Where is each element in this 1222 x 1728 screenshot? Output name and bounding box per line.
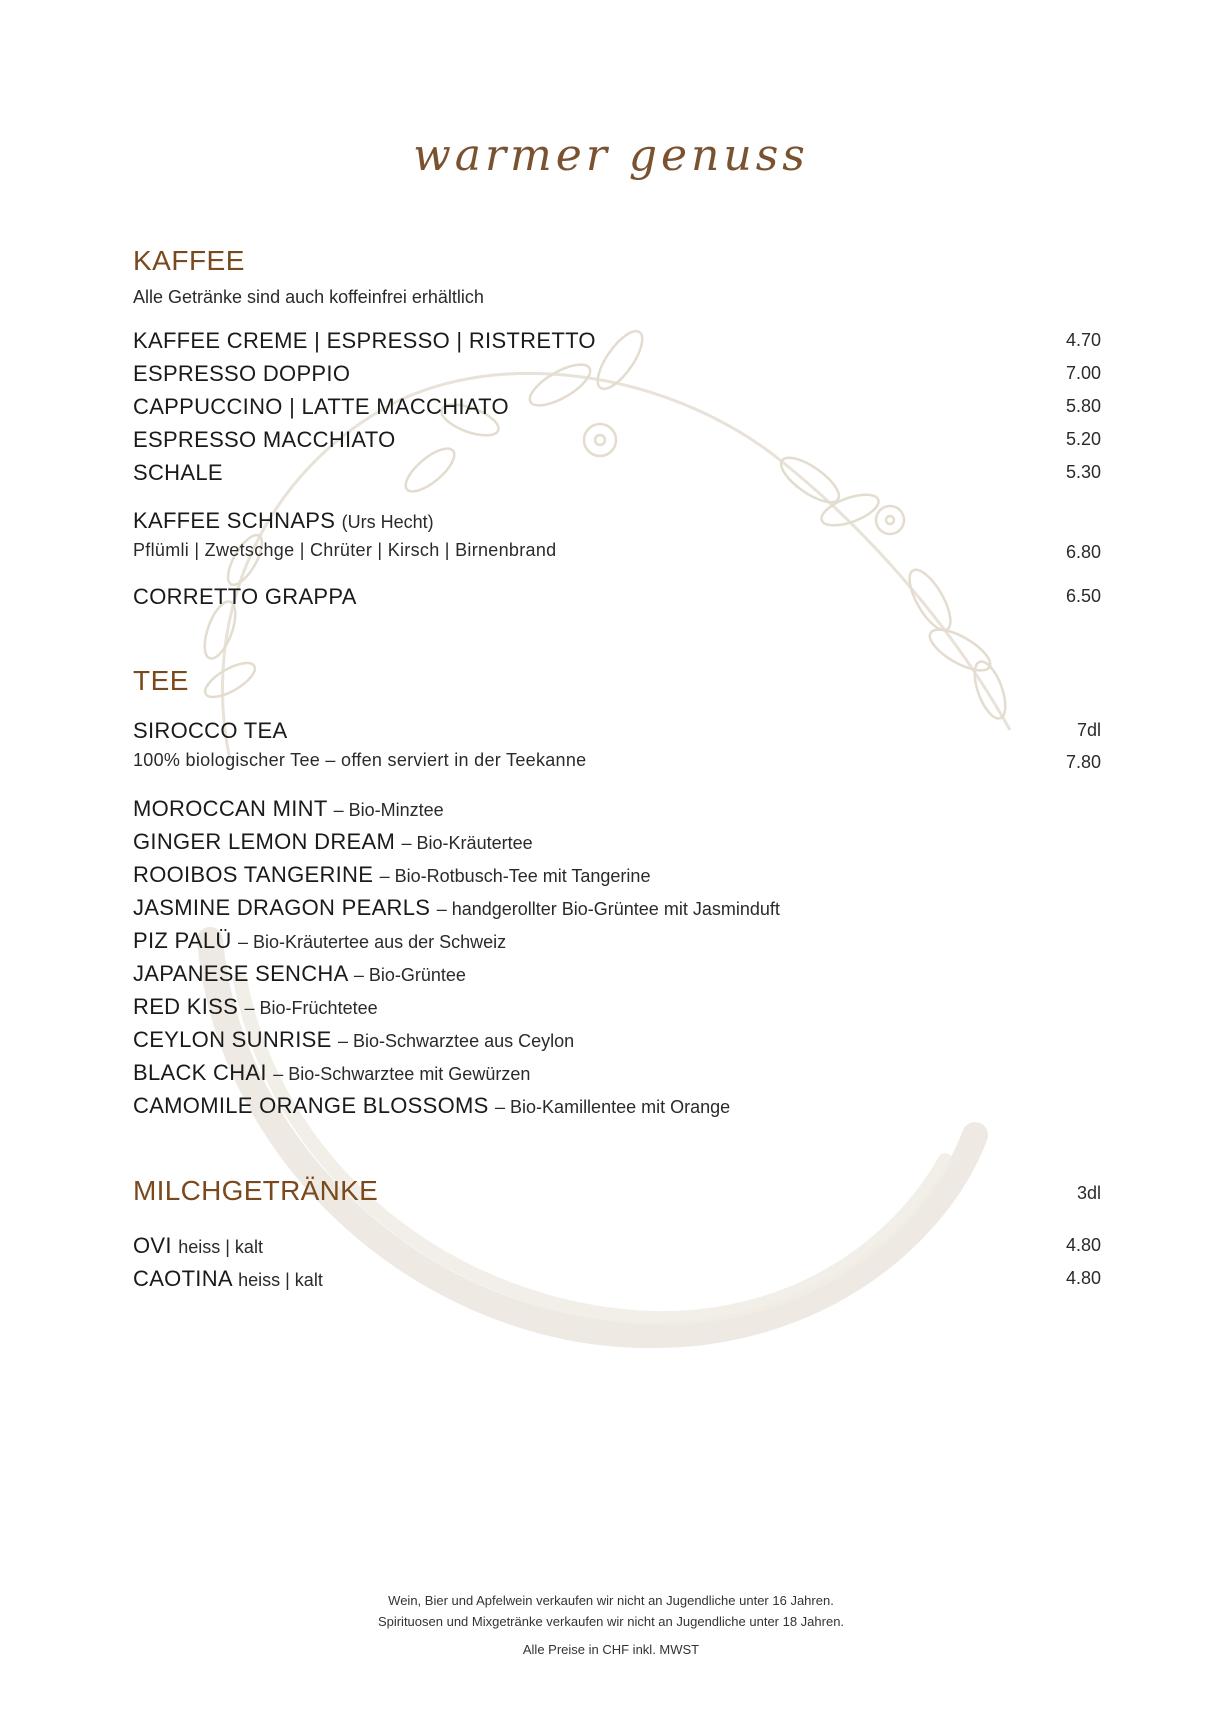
decaf-note: Alle Getränke sind auch koffeinfrei erhältlich	[133, 287, 484, 307]
tea-line	[133, 994, 378, 1020]
footer-age-note-18: Spirituosen und Mixgetränke verkaufen wir nicht an Jugendliche unter 18 Jahren.	[377, 1614, 845, 1629]
tea-name: MOROCCAN MINT	[133, 796, 328, 821]
item-price: 6.50	[1065, 586, 1101, 606]
menu-item-schnaps-varieties	[133, 540, 1101, 570]
tea-item	[133, 796, 1101, 826]
milch-size: 3dl	[1076, 1183, 1101, 1203]
menu-item-schnaps	[133, 508, 1101, 538]
milk-item	[133, 1233, 1101, 1263]
menu-item-grappa	[133, 584, 1101, 614]
tea-item	[133, 1027, 1101, 1057]
tea-desc: – Bio-Kräutertee aus der Schweiz	[238, 932, 507, 952]
tea-name: JAPANESE SENCHA	[133, 961, 348, 986]
tea-item	[133, 895, 1101, 925]
milk-item	[133, 1266, 1101, 1296]
tea-item	[133, 829, 1101, 859]
tea-name: RED KISS	[133, 994, 239, 1019]
tea-name: JASMINE DRAGON PEARLS	[133, 895, 431, 920]
page-title: warmer genuss	[413, 130, 809, 181]
milk-desc: heiss | kalt	[238, 1270, 323, 1290]
tea-line	[133, 895, 780, 921]
item-name: SCHALE	[133, 460, 223, 485]
item-price: 4.80	[1065, 1268, 1101, 1288]
item-description: 100% biologischer Tee – offen serviert in der Teekanne	[133, 750, 587, 770]
item-price: 4.80	[1065, 1235, 1101, 1255]
schnaps-name: KAFFEE SCHNAPS	[133, 508, 336, 533]
tea-item	[133, 994, 1101, 1024]
item-price: 5.20	[1065, 429, 1101, 449]
tea-name: CAMOMILE ORANGE BLOSSOMS	[133, 1093, 489, 1118]
menu-item	[133, 460, 1101, 490]
section-heading-row-milch	[133, 1177, 1101, 1213]
tea-line	[133, 961, 466, 987]
item-price: 6.80	[1065, 542, 1101, 562]
tea-line	[133, 1027, 574, 1053]
item-price: 5.80	[1065, 396, 1101, 416]
milk-line	[133, 1266, 323, 1292]
tea-name: BLACK CHAI	[133, 1060, 267, 1085]
item-price: 7.00	[1065, 363, 1101, 383]
tea-name: CEYLON SUNRISE	[133, 1027, 332, 1052]
item-name: KAFFEE CREME | ESPRESSO | RISTRETTO	[133, 328, 596, 353]
milk-line	[133, 1233, 263, 1259]
tea-desc: – handgerollter Bio-Grüntee mit Jasminduft	[436, 899, 780, 919]
item-name: CAPPUCCINO | LATTE MACCHIATO	[133, 394, 509, 419]
item-name: SIROCCO TEA	[133, 718, 288, 743]
tea-line	[133, 1093, 730, 1119]
menu-item-sirocco-desc	[133, 750, 1101, 780]
tea-item	[133, 928, 1101, 958]
tea-line	[133, 1060, 530, 1086]
schnaps-varieties: Pflümli | Zwetschge | Chrüter | Kirsch | Birnenbrand	[133, 540, 557, 560]
tea-name: PIZ PALÜ	[133, 928, 232, 953]
tea-desc: – Bio-Minztee	[333, 800, 444, 820]
item-size: 7dl	[1076, 720, 1101, 740]
menu-item-sirocco	[133, 718, 1101, 748]
tea-item	[133, 1093, 1101, 1123]
section-heading-kaffee: KAFFEE	[133, 245, 245, 276]
item-price: 4.70	[1065, 330, 1101, 350]
item-name: ESPRESSO DOPPIO	[133, 361, 351, 386]
tea-desc: – Bio-Schwarztee mit Gewürzen	[273, 1064, 531, 1084]
tea-desc: – Bio-Kamillentee mit Orange	[495, 1097, 731, 1117]
milk-desc: heiss | kalt	[178, 1237, 263, 1257]
item-name: CORRETTO GRAPPA	[133, 584, 357, 609]
tea-line	[133, 796, 444, 822]
tea-desc: – Bio-Schwarztee aus Ceylon	[338, 1031, 575, 1051]
tea-name: ROOIBOS TANGERINE	[133, 862, 374, 887]
tea-line	[133, 928, 506, 954]
tea-desc: – Bio-Früchtetee	[244, 998, 378, 1018]
menu-item	[133, 328, 1101, 358]
tea-line	[133, 829, 533, 855]
menu-item	[133, 394, 1101, 424]
tea-item	[133, 862, 1101, 892]
footer-price-note: Alle Preise in CHF inkl. MWST	[522, 1642, 700, 1657]
schnaps-producer: (Urs Hecht)	[341, 512, 434, 532]
section-heading-milch: MILCHGETRÄNKE	[133, 1175, 379, 1206]
tea-item	[133, 961, 1101, 991]
menu-item	[133, 427, 1101, 457]
footer-age-note-16: Wein, Bier und Apfelwein verkaufen wir nicht an Jugendliche unter 16 Jahren.	[388, 1593, 834, 1608]
item-price: 7.80	[1065, 752, 1101, 772]
item-name: ESPRESSO MACCHIATO	[133, 427, 396, 452]
tea-desc: – Bio-Kräutertee	[401, 833, 533, 853]
item-name	[133, 508, 434, 534]
milk-name: OVI	[133, 1233, 172, 1258]
tea-desc: – Bio-Grüntee	[353, 965, 466, 985]
menu-item	[133, 361, 1101, 391]
tea-item	[133, 1060, 1101, 1090]
item-price: 5.30	[1065, 462, 1101, 482]
section-heading-tee: TEE	[133, 665, 189, 696]
tea-name: GINGER LEMON DREAM	[133, 829, 396, 854]
tea-line	[133, 862, 650, 888]
tea-desc: – Bio-Rotbusch-Tee mit Tangerine	[379, 866, 651, 886]
milk-name: CAOTINA	[133, 1266, 232, 1291]
